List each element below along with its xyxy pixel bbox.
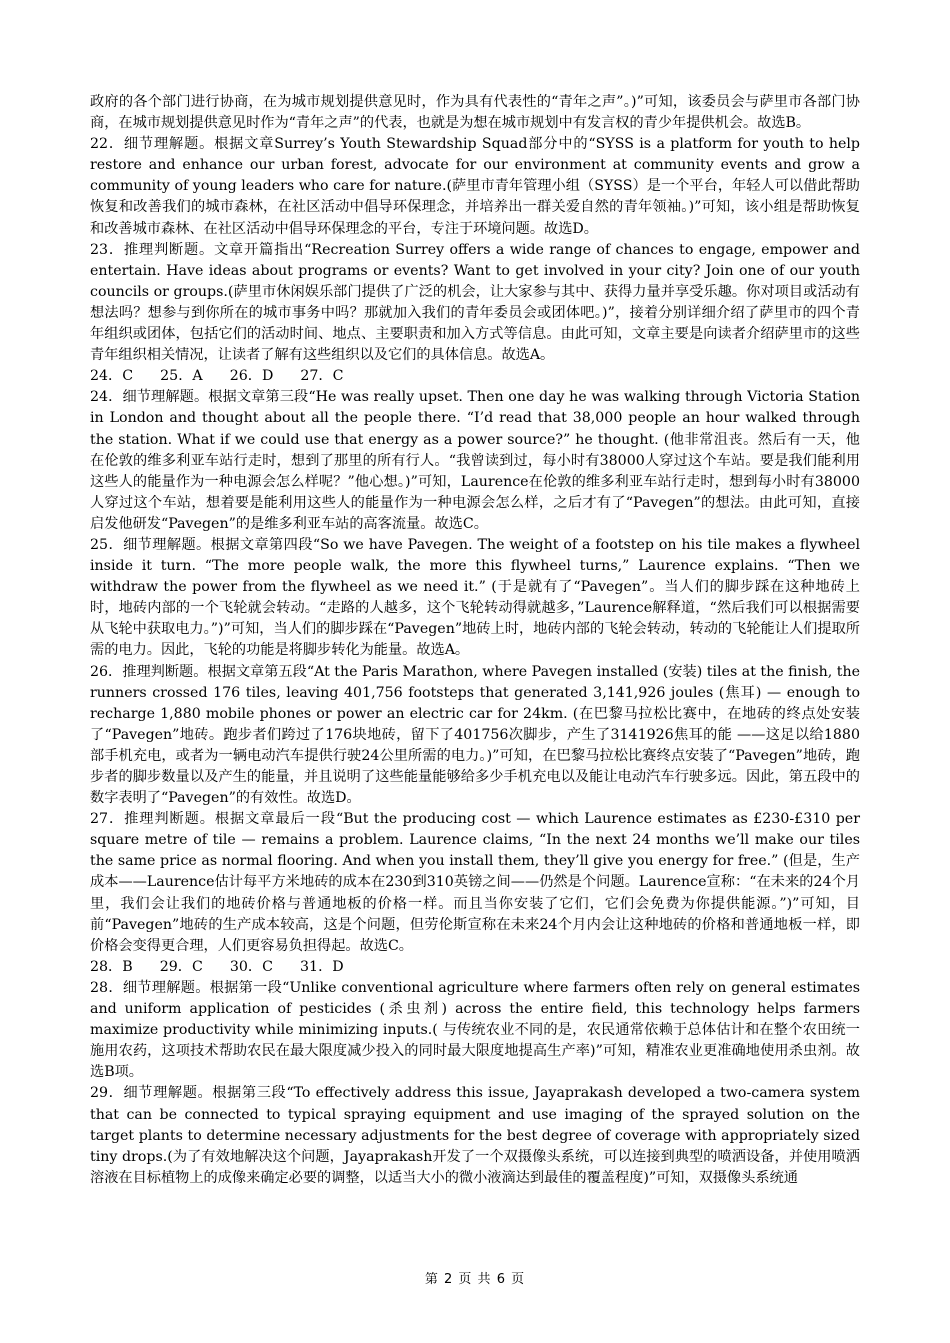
explanation-paragraph: 政府的各个部门进行协商，在为城市规划提供意见时，作为具有代表性的“青年之声”。)”可知，该委员会与萨里市各部门协商，在城市规划提供意见时作为“青年之声”的代表，也就是为想在城市规划中有发言权的青少年提供机会。故选B。 [90,94,860,132]
explanation-paragraph: 29．细节理解题。根据第三段“To effectively address this issue, Jayaprakash developed a two-camera system that can be connected to typical spraying equipment and use imaging of the sprayed solution on the target plants to determine necessary adjustments for the best degree of coverage with appropriately sized tiny drops.(为了有效地解决这个问题，Jayaprakash开发了一个双摄像头系统，可以连接到典型的喷洒设备，并使用喷洒溶液在目标植物上的成像来确定必要的调整，以适当大小的微小液滴达到最佳的覆盖程度)”可知，双摄像头系统通 [90,1085,860,1186]
page-footer [0,1268,950,1287]
explanation-paragraph: 22．细节理解题。根据文章Surrey’s Youth Stewardship Squad部分中的“SYSS is a platform for youth to help restore and enhance our urban forest, advocate for our environment at community events and grow a community of young leaders who care for nature.(萨里市青年管理小组（SYSS）是一个平台，年轻人可以借此帮助恢复和改善我们的城市森林，在社区活动中倡导环保理念，并培养出一群关爱自然的青年领袖。)”可知，该小组是帮助恢复和改善城市森林、在社区活动中倡导环保理念的平台，专注于环境问题。故选D。 [90,136,860,237]
explanation-paragraph: 24．细节理解题。根据文章第三段“He was really upset. Then one day he was walking through Victoria Station in London and thought about all the people there. “I’d read that 38,000 people an hour walked through the station. What if we could use that energy as a power source?” he thought. (他非常沮丧。然后有一天，他在伦敦的维多利亚车站行走时，想到了那里的所有行人。“我曾读到过，每小时有38000人穿过这个车站。要是我们能利用这些人的能量作为一种电源会怎么样呢？”他心想。)”可知，Laurence在伦敦的维多利亚车站行走时，想到每小时有38000人穿过这个车站，想着要是能利用这些人的能量作为一种电源会怎么样，之后才有了“Pavegen”的想法。由此可知，直接启发他研发“Pavegen”的是维多利亚车站的高客流量。故选C。 [90,389,860,532]
explanation-paragraph: 23．推理判断题。文章开篇指出“Recreation Surrey offers a wide range of chances to engage, empower and entertain. Have ideas about programs or events? Want to get involved in your city? Join one of our youth councils or groups.(萨里市休闲娱乐部门提供了广泛的机会，让大家参与其中、获得力量并享受乐趣。你对项目或活动有想法吗？想参与到你所在的城市事务中吗？那就加入我们的青年委员会或团体吧。)”，接着分别详细介绍了萨里市的四个青年组织或团体，包括它们的活动时间、地点、主要职责和加入方式等信息。由此可知，文章主要是向读者介绍萨里市的这些青年组织相关情况，让读者了解有这些组织以及它们的具体信息。故选A。 [90,241,860,364]
answer-key-line: 28．B 29．C 30．C 31．D [90,958,344,975]
document-body [90,92,860,1189]
answer-key-line: 24．C 25．A 26．D 27．C [90,368,344,385]
page-number: 第 2 页 共 6 页 [424,1272,526,1287]
explanation-paragraph: 28．细节理解题。根据第一段“Unlike conventional agriculture where farmers often rely on general estimates and uniform application of pesticides (杀虫剂) across the entire field, this technology helps farmers maximize productivity while minimizing inputs.( 与传统农业不同的是，农民通常依赖于总体估计和在整个农田统一施用农药，这项技术帮助农民在最大限度减少投入的同时最大限度地提高生产率)”可知，精准农业更准确地使用杀虫剂。故选B项。 [90,979,860,1081]
explanation-paragraph: 27．推理判断题。根据文章最后一段“But the producing cost — which Laurence estimates as £230-£310 per square metre of tile — remains a problem. Laurence claims, “In the next 24 months we’ll make our tiles the same price as normal flooring. And when you install them, they’ll give you energy for free.” (但是，生产成本——Laurence估计每平方米地砖的成本在230到310英镑之间——仍然是个问题。Laurence宣称：“在未来的24个月里，我们会让我们的地砖价格与普通地板的价格一样。而且当你安装了它们，它们会免费为你提供能源。”)”可知，目前“Pavegen”地砖的生产成本较高，这是个问题，但劳伦斯宣称在未来24个月内会让这种地砖的价格和普通地板一样，即价格会变得更合理，人们更容易负担得起。故选C。 [90,811,860,954]
explanation-paragraph: 25．细节理解题。根据文章第四段“So we have Pavegen. The weight of a footstep on his tile makes a flywheel inside it turn. “The more people walk, the more this flywheel turns,” Laurence explains. “Then we withdraw the power from the flywheel as we need it.” (于是就有了“Pavegen”。当人们的脚步踩在这种地砖上时，地砖内部的一个飞轮就会转动。“走路的人越多，这个飞轮转动得就越多，”Laurence解释道，“然后我们可以根据需要从飞轮中获取电力。”)”可知，当人们的脚步踩在“Pavegen”地砖上时，地砖内部的飞轮会转动，转动的飞轮能让人们提取所需的电力。因此，飞轮的功能是将脚步转化为能量。故选A。 [90,536,860,659]
explanation-paragraph: 26．推理判断题。根据文章第五段“At the Paris Marathon, where Pavegen installed (安装) tiles at the finish, the runners crossed 176 tiles, leaving 401,756 footsteps that generated 3,141,926 joules (焦耳) — enough to recharge 1,880 mobile phones or power an electric car for 24km. (在巴黎马拉松比赛中，在地砖的终点处安装了“Pavegen”地砖。跑步者们跨过了176块地砖，留下了401756次脚步，产生了3141926焦耳的能 ——这足以给1880部手机充电，或者为一辆电动汽车提供行驶24公里所需的电力。)”可知，在巴黎马拉松比赛终点安装了“Pavegen”地砖，跑步者的脚步数量以及产生的能量，并且说明了这些能量能够给多少手机充电以及能让电动汽车行驶多远。因此，第五段中的数字表明了“Pavegen”的有效性。故选D。 [90,663,860,807]
